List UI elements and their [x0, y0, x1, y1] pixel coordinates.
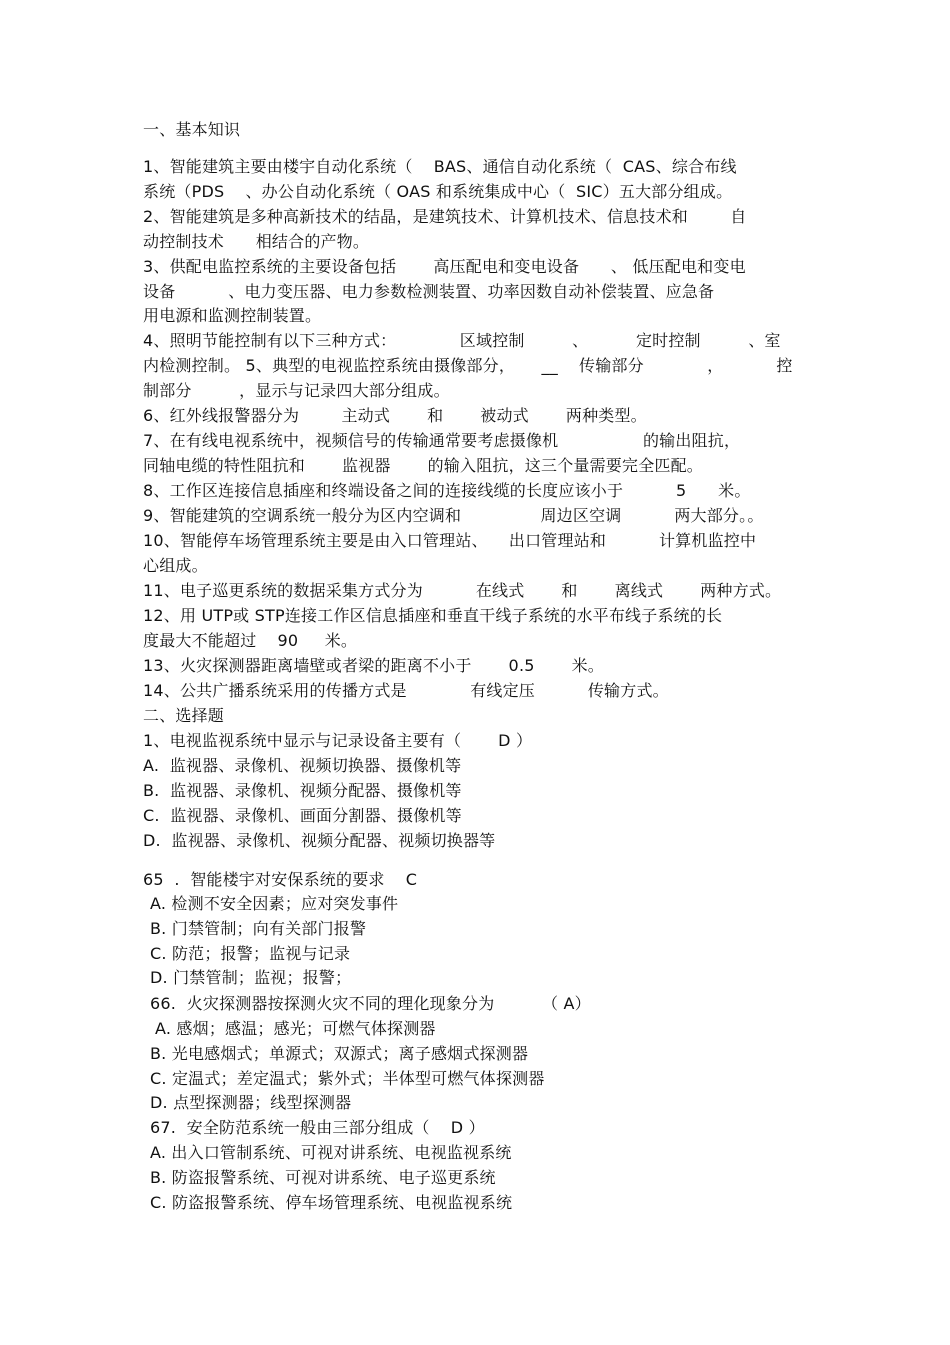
- question-line: 65 . 智能楼宇对安保系统的要求 C: [143, 870, 418, 889]
- option-line: A. 感烟；感温；感光；可燃气体探测器: [155, 1019, 436, 1038]
- option-line: A. 出入口管制系统、可视对讲系统、电视监视系统: [150, 1143, 512, 1162]
- option-line: B. 光电感烟式；单源式；双源式；离子感烟式探测器: [150, 1044, 529, 1063]
- option-line: D. 门禁管制；监视；报警；: [150, 968, 352, 987]
- text-line: 3、供配电监控系统的主要设备包括 高压配电和变电设备 、 低压配电和变电: [143, 257, 746, 276]
- option-line: C. 监视器、录像机、画面分割器、摄像机等: [143, 806, 462, 825]
- text-line: 12、用 UTP或 STP连接工作区信息插座和垂直干线子系统的水平布线子系统的长: [143, 606, 723, 625]
- text-line: 7、在有线电视系统中，视频信号的传输通常要考虑摄像机 的输出阻抗，: [143, 431, 741, 450]
- text-line: 11、电子巡更系统的数据采集方式分为 在线式 和 离线式 两种方式。: [143, 581, 782, 600]
- text-line: 内检测控制。 5、典型的电视监控系统由摄像部分， __ 传输部分 ， 控: [143, 356, 793, 375]
- text-line: 2、智能建筑是多种高新技术的结晶，是建筑技术、计算机技术、信息技术和 自: [143, 207, 747, 226]
- text-line: 9、智能建筑的空调系统一般分为区内空调和 周边区空调 两大部分。。: [143, 506, 764, 525]
- text-line: 同轴电缆的特性阻抗和 监视器 的输入阻抗，这三个量需要完全匹配。: [143, 456, 704, 475]
- option-line: C. 定温式；差定温式；紫外式；半体型可燃气体探测器: [150, 1069, 545, 1088]
- text-line: 10、智能停车场管理系统主要是由入口管理站、 出口管理站和 计算机监控中: [143, 531, 757, 550]
- section-heading-choice: 二、选择题: [143, 706, 225, 725]
- text-line: 度最大不能超过 90 米。: [143, 631, 358, 650]
- text-line: 心组成。: [143, 556, 208, 575]
- text-line: 14、公共广播系统采用的传播方式是 有线定压 传输方式。: [143, 681, 669, 700]
- text-line: 动控制技术 相结合的产物。: [143, 232, 370, 251]
- option-line: B. 监视器、录像机、视频分配器、摄像机等: [143, 781, 462, 800]
- question-line: 1、电视监视系统中显示与记录设备主要有（ D ）: [143, 731, 533, 750]
- option-line: B. 门禁管制；向有关部门报警: [150, 919, 367, 938]
- text-line: 1、智能建筑主要由楼宇自动化系统（ BAS、通信自动化系统（ CAS、综合布线: [143, 157, 737, 176]
- text-line: 6、红外线报警器分为 主动式 和 被动式 两种类型。: [143, 406, 647, 425]
- text-line: 用电源和监测控制装置。: [143, 306, 322, 325]
- option-line: A. 监视器、录像机、视频切换器、摄像机等: [143, 756, 462, 775]
- text-line: 制部分 ，显示与记录四大部分组成。: [143, 381, 450, 400]
- option-line: B. 防盗报警系统、可视对讲系统、电子巡更系统: [150, 1168, 496, 1187]
- section-heading-basic: 一、基本知识: [143, 120, 241, 139]
- text-line: 系统（PDS 、办公自动化系统（ OAS 和系统集成中心（ SIC）五大部分组成。: [143, 182, 733, 201]
- text-line: 13、火灾探测器距离墙壁或者梁的距离不小于 0.5 米。: [143, 656, 605, 675]
- question-line: 66. 火灾探测器按探测火灾不同的理化现象分为 （ A）: [150, 994, 591, 1013]
- text-line: 设备 、电力变压器、电力参数检测装置、功率因数自动补偿装置、应急备: [143, 282, 715, 301]
- option-line: D. 点型探测器；线型探测器: [150, 1093, 352, 1112]
- option-line: C. 防范；报警；监视与记录: [150, 944, 351, 963]
- option-line: C. 防盗报警系统、停车场管理系统、电视监视系统: [150, 1193, 513, 1212]
- option-line: D. 监视器、录像机、视频分配器、视频切换器等: [143, 831, 496, 850]
- text-line: 4、照明节能控制有以下三种方式： 区域控制 、 定时控制 、室: [143, 331, 781, 350]
- question-line: 67. 安全防范系统一般由三部分组成（ D ）: [150, 1118, 485, 1137]
- option-line: A. 检测不安全因素；应对突发事件: [150, 894, 399, 913]
- text-line: 8、工作区连接信息插座和终端设备之间的连接线缆的长度应该小于 5 米。: [143, 481, 751, 500]
